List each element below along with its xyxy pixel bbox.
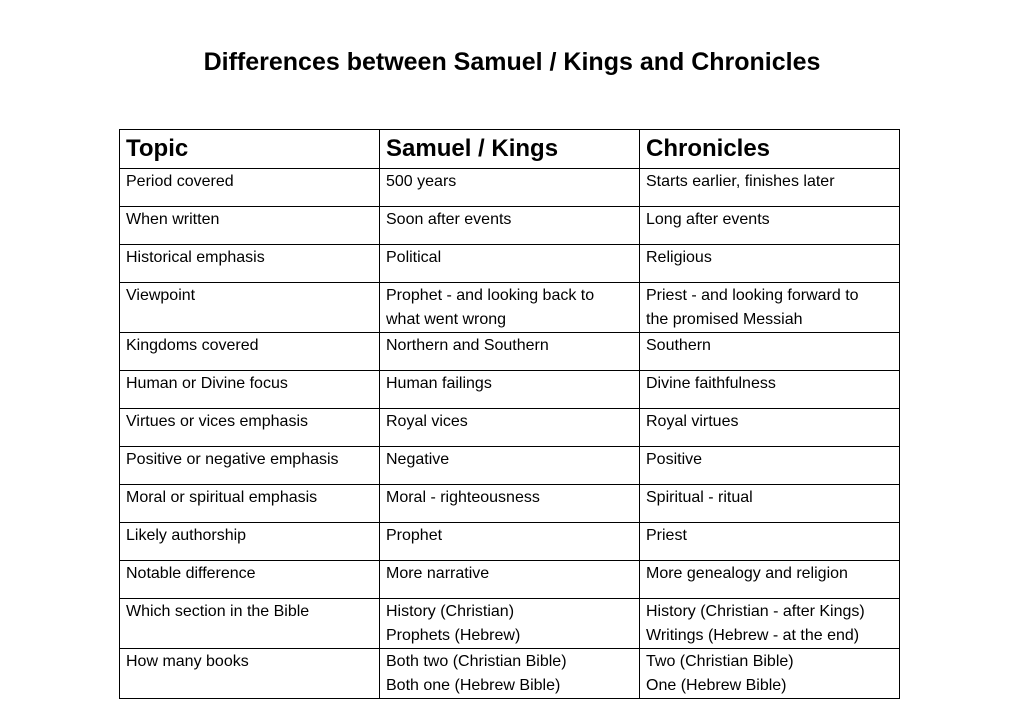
cell-samuel-kings	[380, 561, 640, 599]
cell-text-line: Prophets (Hebrew)	[386, 627, 521, 644]
cell-topic	[120, 283, 380, 333]
cell-text-line: One (Hebrew Bible)	[646, 677, 787, 694]
table-body	[120, 169, 900, 699]
table-row	[120, 169, 900, 207]
cell-topic	[120, 447, 380, 485]
cell-samuel-kings	[380, 169, 640, 207]
cell-text-line: Viewpoint	[126, 287, 196, 304]
cell-topic	[120, 649, 380, 699]
cell-chronicles	[640, 371, 900, 409]
cell-text-line: Human failings	[386, 375, 492, 392]
cell-topic	[120, 333, 380, 371]
table-row	[120, 409, 900, 447]
cell-chronicles	[640, 207, 900, 245]
cell-text-line: Kingdoms covered	[126, 337, 259, 354]
cell-text-line: Notable difference	[126, 565, 256, 582]
cell-text-line: Religious	[646, 249, 712, 266]
cell-text-line: Prophet	[386, 527, 443, 544]
cell-text-line: Writings (Hebrew - at the end)	[646, 627, 860, 644]
cell-text-line: Royal vices	[386, 413, 468, 430]
cell-samuel-kings	[380, 207, 640, 245]
table-row	[120, 371, 900, 409]
cell-text-line: 500 years	[386, 173, 457, 190]
table-row	[120, 245, 900, 283]
cell-text-line: History (Christian - after Kings)	[646, 603, 865, 620]
table-row	[120, 523, 900, 561]
cell-samuel-kings	[380, 649, 640, 699]
header-chronicles: Chronicles	[640, 130, 900, 169]
table-row	[120, 599, 900, 649]
comparison-table	[119, 129, 900, 699]
cell-text-line: Starts earlier, finishes later	[646, 173, 835, 190]
cell-text-line: Moral or spiritual emphasis	[126, 489, 318, 506]
table-header	[120, 130, 900, 169]
cell-text-line: Period covered	[126, 173, 234, 190]
cell-text-line: the promised Messiah	[646, 311, 803, 328]
cell-topic	[120, 169, 380, 207]
table-row	[120, 649, 900, 699]
cell-samuel-kings	[380, 523, 640, 561]
table-row	[120, 485, 900, 523]
cell-text-line: Human or Divine focus	[126, 375, 288, 392]
cell-text-line: Northern and Southern	[386, 337, 549, 354]
cell-text-line: Virtues or vices emphasis	[126, 413, 308, 430]
table-row	[120, 333, 900, 371]
table-row	[120, 561, 900, 599]
cell-topic	[120, 207, 380, 245]
cell-chronicles	[640, 169, 900, 207]
cell-text-line: Historical emphasis	[126, 249, 265, 266]
cell-topic	[120, 485, 380, 523]
cell-samuel-kings	[380, 485, 640, 523]
cell-text-line: Royal virtues	[646, 413, 739, 430]
header-row	[120, 130, 900, 169]
cell-text-line: Southern	[646, 337, 711, 354]
cell-chronicles	[640, 283, 900, 333]
cell-topic	[120, 599, 380, 649]
cell-text-line: Political	[386, 249, 442, 266]
cell-chronicles	[640, 447, 900, 485]
cell-chronicles	[640, 561, 900, 599]
cell-text-line: Moral - righteousness	[386, 489, 540, 506]
cell-text-line: History (Christian)	[386, 603, 515, 620]
table-row	[120, 207, 900, 245]
cell-text-line: More genealogy and religion	[646, 565, 848, 582]
cell-text-line: When written	[126, 211, 220, 228]
cell-text-line: Likely authorship	[126, 527, 247, 544]
cell-text-line: Which section in the Bible	[126, 603, 310, 620]
cell-chronicles	[640, 649, 900, 699]
cell-text-line: Two (Christian Bible)	[646, 653, 794, 670]
cell-topic	[120, 561, 380, 599]
cell-chronicles	[640, 409, 900, 447]
cell-samuel-kings	[380, 333, 640, 371]
cell-text-line: Spiritual - ritual	[646, 489, 753, 506]
cell-chronicles	[640, 523, 900, 561]
header-samuel-kings: Samuel / Kings	[380, 130, 640, 169]
cell-text-line: Positive	[646, 451, 703, 468]
cell-topic	[120, 409, 380, 447]
cell-samuel-kings	[380, 447, 640, 485]
table-row	[120, 447, 900, 485]
cell-text-line: Negative	[386, 451, 450, 468]
cell-chronicles	[640, 333, 900, 371]
table-row	[120, 283, 900, 333]
cell-chronicles	[640, 485, 900, 523]
cell-topic	[120, 371, 380, 409]
cell-text-line: Both one (Hebrew Bible)	[386, 677, 561, 694]
cell-text-line: Divine faithfulness	[646, 375, 776, 392]
cell-topic	[120, 523, 380, 561]
cell-samuel-kings	[380, 245, 640, 283]
cell-samuel-kings	[380, 371, 640, 409]
cell-text-line: How many books	[126, 653, 249, 670]
cell-samuel-kings	[380, 283, 640, 333]
page-title: Differences between Samuel / Kings and Chronicles	[203, 48, 821, 76]
cell-samuel-kings	[380, 599, 640, 649]
cell-text-line: Soon after events	[386, 211, 512, 228]
cell-text-line: Prophet - and looking back to	[386, 287, 595, 304]
cell-chronicles	[640, 245, 900, 283]
cell-text-line: Long after events	[646, 211, 770, 228]
cell-text-line: Positive or negative emphasis	[126, 451, 339, 468]
cell-samuel-kings	[380, 409, 640, 447]
cell-topic	[120, 245, 380, 283]
cell-chronicles	[640, 599, 900, 649]
cell-text-line: More narrative	[386, 565, 490, 582]
header-topic: Topic	[120, 130, 380, 169]
cell-text-line: Priest - and looking forward to	[646, 287, 859, 304]
cell-text-line: Both two (Christian Bible)	[386, 653, 567, 670]
cell-text-line: Priest	[646, 527, 687, 544]
cell-text-line: what went wrong	[386, 311, 507, 328]
